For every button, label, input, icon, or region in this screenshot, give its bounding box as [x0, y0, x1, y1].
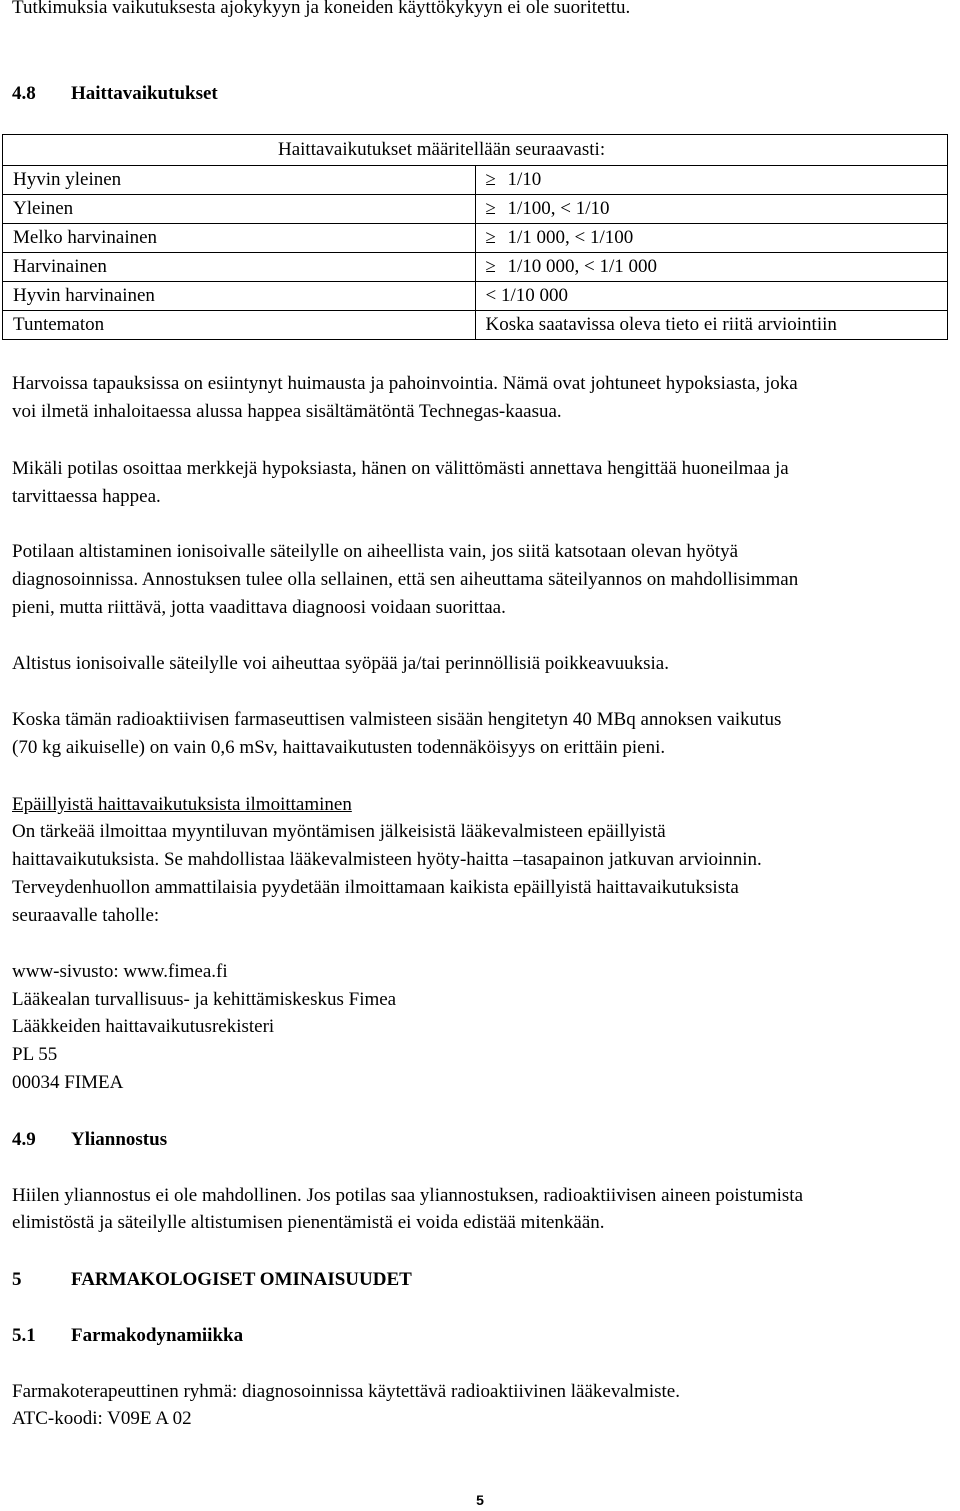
paragraph-line: haittavaikutuksista. Se mahdollistaa lääkevalmisteen hyöty-haitta –tasapainon jatkuvan arvioinnin. [12, 849, 762, 870]
paragraph-line: tarvittaessa happea. [12, 486, 161, 507]
paragraph-line: elimistöstä ja säteilylle altistumisen pienentämistä ei voida edistää mitenkään. [12, 1212, 605, 1233]
paragraph-line: Hiilen yliannostus ei ole mahdollinen. Jos potilas saa yliannostuksen, radioaktiivisen aineen poistumista [12, 1185, 804, 1206]
frequency-term: Hyvin yleinen [3, 166, 476, 195]
paragraph-line: voi ilmetä inhaloitaessa alussa happea sisältämätöntä Technegas-kaasua. [12, 401, 562, 422]
section-5-heading [12, 1266, 412, 1294]
page-number: 5 [476, 1492, 484, 1508]
ge-symbol: ≥ [485, 256, 496, 277]
table-row [3, 311, 948, 340]
paragraph-line: On tärkeää ilmoittaa myyntiluvan myöntämisen jälkeisistä lääkevalmisteen epäillyistä [12, 821, 666, 842]
table-row [3, 282, 948, 311]
address-line: 00034 FIMEA [12, 1072, 124, 1093]
section-title: FARMAKOLOGISET OMINAISUUDET [71, 1269, 412, 1290]
frequency-term: Harvinainen [3, 253, 476, 282]
ge-symbol: ≥ [485, 169, 496, 190]
reporting-title: Epäillyistä haittavaikutuksista ilmoittaminen [12, 794, 352, 815]
frequency-term: Yleinen [3, 195, 476, 224]
table-row [3, 224, 948, 253]
paragraph-line: Altistus ionisoivalle säteilylle voi aiheuttaa syöpää ja/tai perinnöllisiä poikkeavuuksia. [12, 653, 669, 674]
table-row [3, 166, 948, 195]
intro-text: Tutkimuksia vaikutuksesta ajokykyyn ja koneiden käyttökykyyn ei ole suoritettu. [12, 0, 631, 18]
address-line: Lääkealan turvallisuus- ja kehittämiskeskus Fimea [12, 989, 397, 1010]
paragraph-line: Koska tämän radioaktiivisen farmaseuttisen valmisteen sisään hengitetyn 40 MBq annoksen vaikutus [12, 709, 782, 730]
paragraph-line: pieni, mutta riittävä, jotta vaadittava diagnoosi voidaan suorittaa. [12, 597, 506, 618]
section-title: Farmakodynamiikka [71, 1325, 244, 1346]
frequency-value: 1/10 [507, 169, 542, 190]
frequency-term: Hyvin harvinainen [3, 282, 476, 311]
table-header: Haittavaikutukset määritellään seuraavasti: [3, 135, 948, 166]
section-number: 4.9 [12, 1129, 36, 1150]
paragraph-line: Farmakoterapeuttinen ryhmä: diagnosoinnissa käytettävä radioaktiivinen lääkevalmiste. [12, 1381, 680, 1402]
section-5-1-heading [12, 1322, 243, 1350]
address-line: Lääkkeiden haittavaikutusrekisteri [12, 1016, 275, 1037]
paragraph-line: Terveydenhuollon ammattilaisia pyydetään ilmoittamaan kaikista epäillyistä haittavaikutuksista [12, 877, 739, 898]
ge-symbol: ≥ [485, 227, 496, 248]
table-row [3, 253, 948, 282]
paragraph-line: Potilaan altistaminen ionisoivalle säteilylle on aiheellista vain, jos siitä katsotaan olevan hyötyä [12, 541, 739, 562]
paragraph-line: Harvoissa tapauksissa on esiintynyt huimausta ja pahoinvointia. Nämä ovat johtuneet hypoksiasta, joka [12, 373, 798, 394]
address-line: PL 55 [12, 1044, 58, 1065]
frequency-value: 1/100, < 1/10 [507, 198, 610, 219]
paragraph-line: seuraavalle taholle: [12, 905, 160, 926]
paragraph-line: (70 kg aikuiselle) on vain 0,6 mSv, haittavaikutusten todennäköisyys on erittäin pieni. [12, 737, 666, 758]
paragraph-line: Mikäli potilas osoittaa merkkejä hypoksiasta, hänen on välittömästi annettava hengittää huoneilmaa ja [12, 458, 789, 479]
section-4-8-heading [12, 80, 218, 108]
frequency-value: 1/1 000, < 1/100 [507, 227, 634, 248]
table-row [3, 195, 948, 224]
section-title: Yliannostus [71, 1129, 168, 1150]
paragraph-line: diagnosoinnissa. Annostuksen tulee olla sellainen, että sen aiheuttama säteilyannos on mahdollisimman [12, 569, 799, 590]
section-number: 4.8 [12, 83, 36, 104]
frequency-term: Melko harvinainen [3, 224, 476, 253]
frequency-value: 1/10 000, < 1/1 000 [507, 256, 658, 277]
atc-code: ATC-koodi: V09E A 02 [12, 1408, 192, 1429]
address-website: www-sivusto: www.fimea.fi [12, 961, 228, 982]
frequency-table [2, 134, 948, 340]
section-number: 5 [12, 1269, 22, 1290]
frequency-value: Koska saatavissa oleva tieto ei riitä arviointiin [485, 314, 837, 335]
section-4-9-heading [12, 1126, 167, 1154]
section-number: 5.1 [12, 1325, 36, 1346]
ge-symbol: ≥ [485, 198, 496, 219]
frequency-value: < 1/10 000 [485, 285, 568, 306]
table-header-row [3, 135, 948, 166]
section-title: Haittavaikutukset [71, 83, 218, 104]
frequency-term: Tuntematon [3, 311, 476, 340]
